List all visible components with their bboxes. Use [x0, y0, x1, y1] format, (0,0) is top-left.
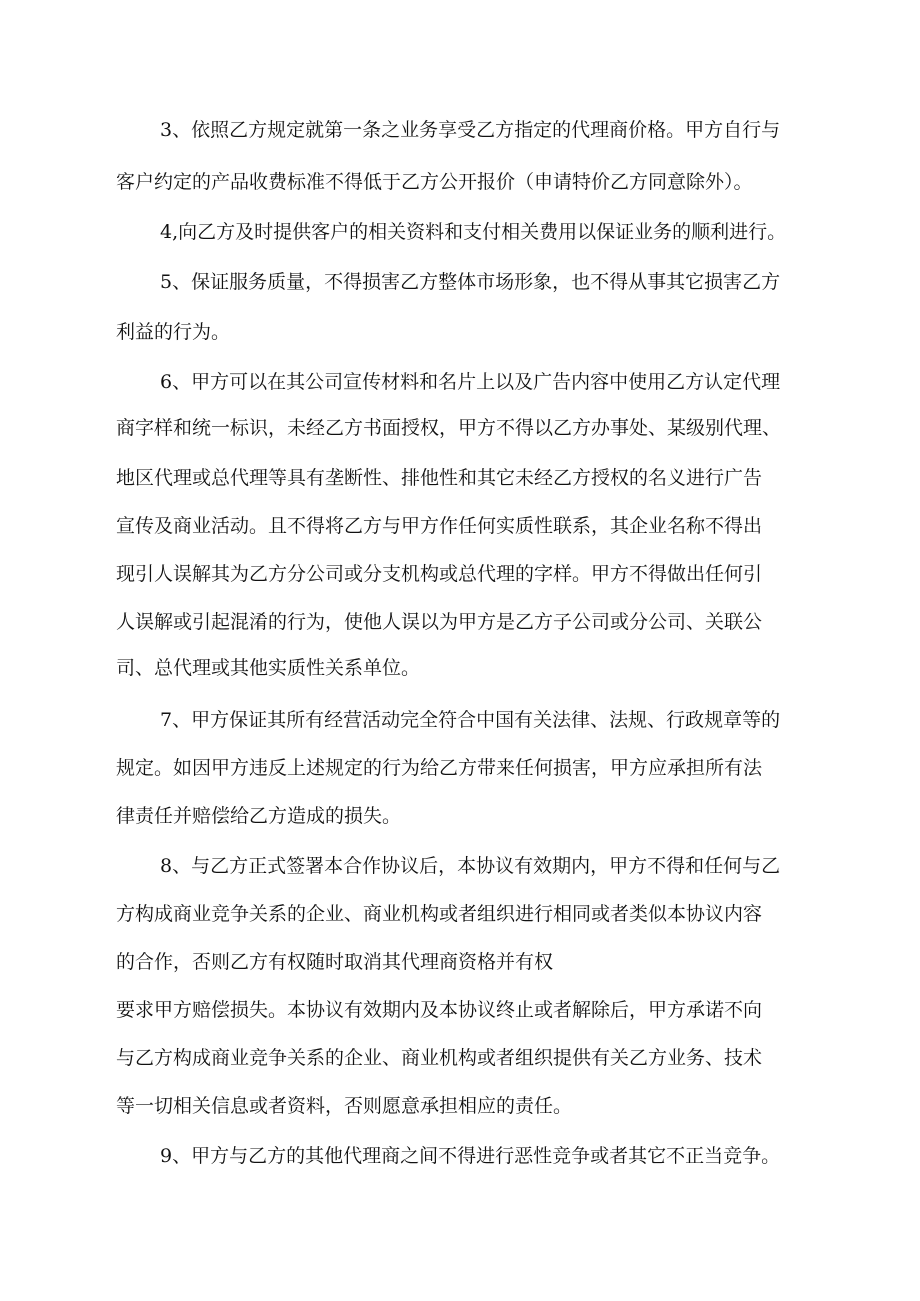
line-02: 客户约定的产品收费标准不得低于乙方公开报价（申请特价乙方同意除外）。: [116, 171, 753, 193]
line-19: 要求甲方赔偿损失。本协议有效期内及本协议终止或者解除后，甲方承诺不向: [116, 999, 763, 1021]
line-16: 8、与乙方正式签署本合作协议后，本协议有效期内，甲方不得和任何与乙: [160, 855, 781, 877]
line-09: 宣传及商业活动。且不得将乙方与甲方作任何实质性联系，其企业名称不得出: [116, 515, 763, 537]
line-05: 利益的行为。: [116, 321, 231, 343]
line-13: 7、甲方保证其所有经营活动完全符合中国有关法律、法规、行政规章等的: [160, 709, 781, 731]
line-01: 3、依照乙方规定就第一条之业务享受乙方指定的代理商价格。甲方自行与: [160, 119, 781, 141]
line-18: 的合作，否则乙方有权随时取消其代理商资格并有权: [116, 951, 554, 973]
line-20: 与乙方构成商业竞争关系的企业、商业机构或者组织提供有关乙方业务、技术: [116, 1047, 763, 1069]
line-14: 规定。如因甲方违反上述规定的行为给乙方带来任何损害，甲方应承担所有法: [116, 757, 763, 779]
line-07: 商字样和统一标识，未经乙方书面授权，甲方不得以乙方办事处、某级别代理、: [116, 417, 782, 439]
line-10: 现引人误解其为乙方分公司或分支机构或总代理的字样。甲方不得做出任何引: [116, 563, 763, 585]
line-15: 律责任并赔偿给乙方造成的损失。: [116, 805, 402, 827]
line-08: 地区代理或总代理等具有垄断性、排他性和其它未经乙方授权的名义进行广告: [116, 467, 763, 489]
line-17: 方构成商业竞争关系的企业、商业机构或者组织进行相同或者类似本协议内容: [116, 903, 763, 925]
line-21: 等一切相关信息或者资料，否则愿意承担相应的责任。: [116, 1095, 573, 1117]
line-04: 5、保证服务质量，不得损害乙方整体市场形象，也不得从事其它损害乙方: [160, 271, 781, 293]
line-12: 司、总代理或其他实质性关系单位。: [116, 657, 421, 679]
line-22: 9、甲方与乙方的其他代理商之间不得进行恶性竞争或者其它不正当竞争。: [160, 1145, 781, 1167]
line-06: 6、甲方可以在其公司宣传材料和名片上以及广告内容中使用乙方认定代理: [160, 371, 781, 393]
line-03: 4,向乙方及时提供客户的相关资料和支付相关费用以保证业务的顺利进行。: [160, 221, 787, 243]
line-11: 人误解或引起混淆的行为，使他人误以为甲方是乙方子公司或分公司、关联公: [116, 611, 763, 633]
